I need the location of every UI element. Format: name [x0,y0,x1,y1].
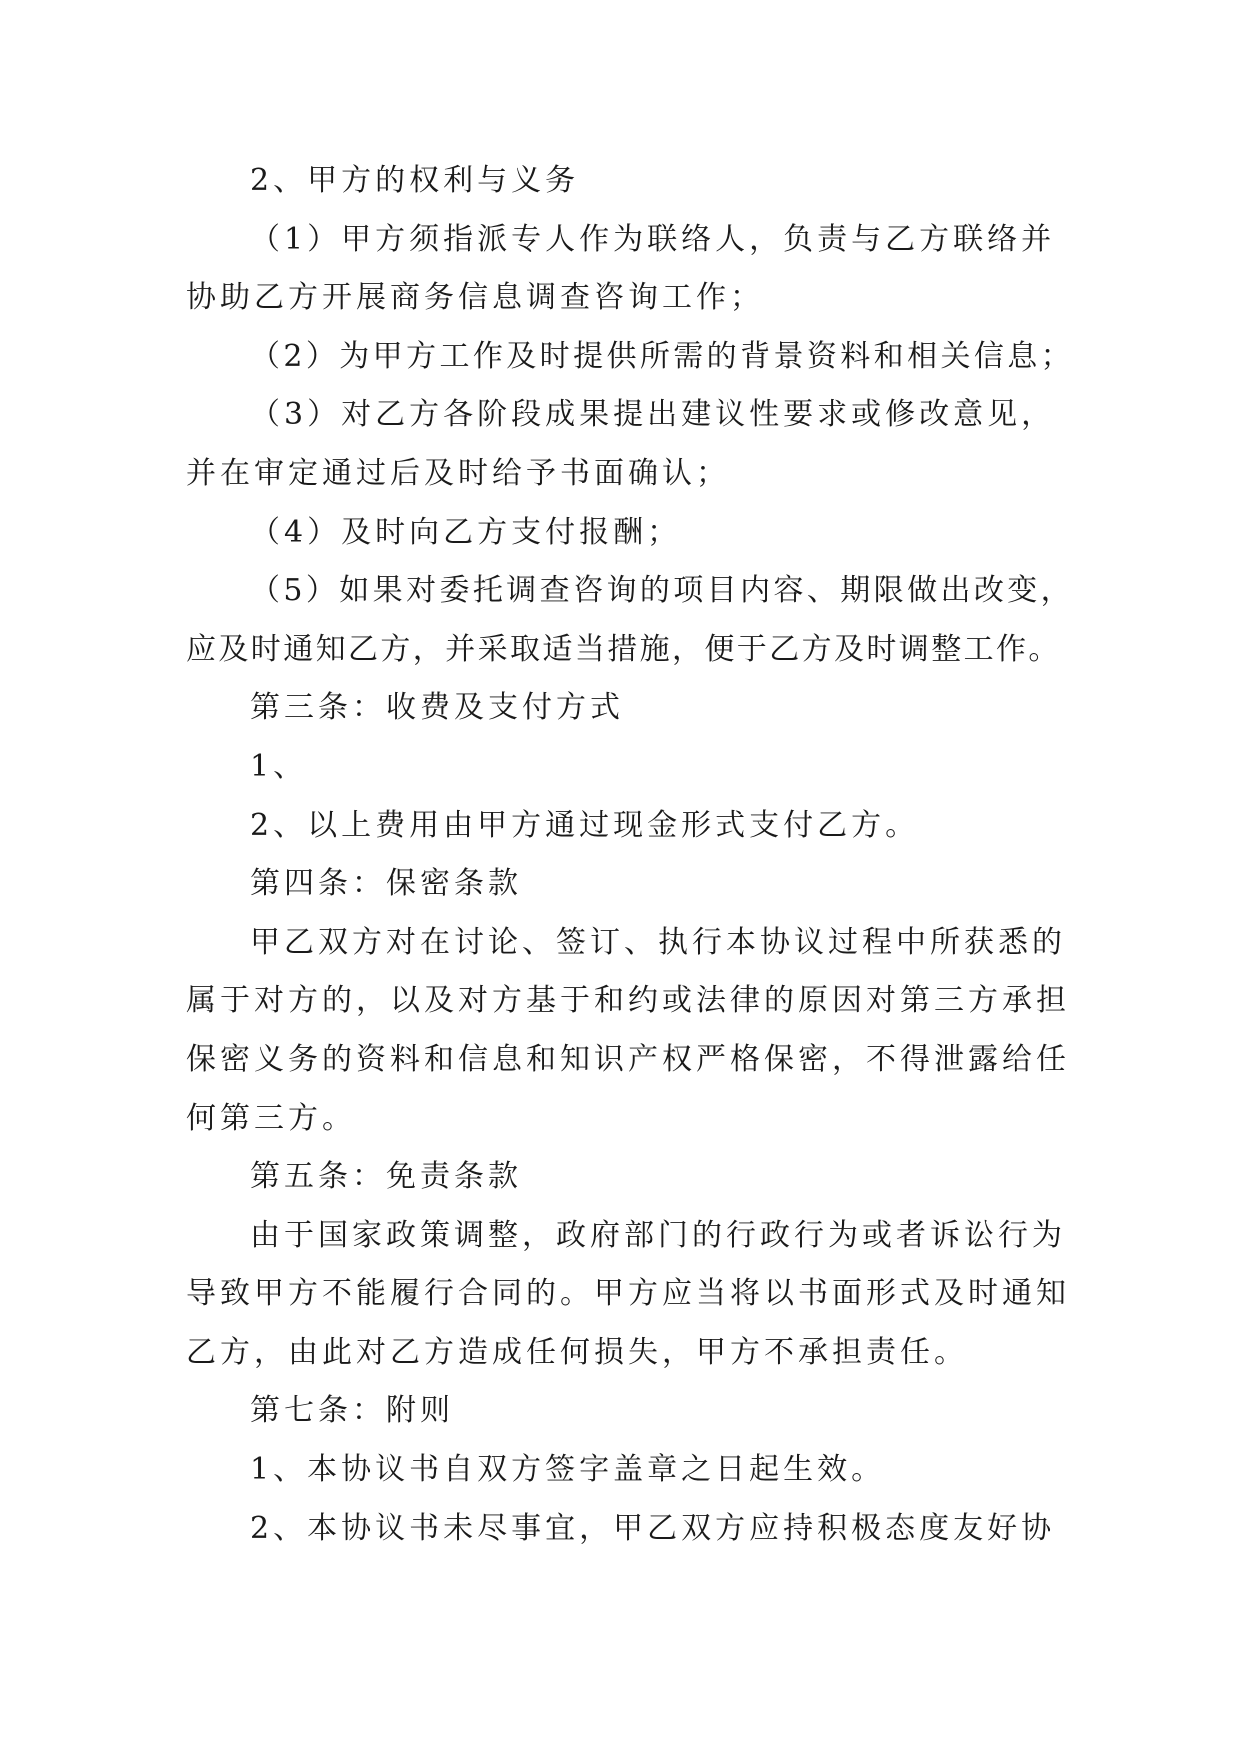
paragraph-line: 2、以上费用由甲方通过现金形式支付乙方。 [250,807,920,843]
paragraph-line: 乙方，由此对乙方造成任何损失，甲方不承担责任。 [186,1334,968,1370]
section-heading: 第七条：附则 [250,1393,454,1429]
paragraph-line: 并在审定通过后及时给予书面确认； [186,455,730,491]
paragraph-line: 由于国家政策调整，政府部门的行政行为或者诉讼行为 [250,1217,1066,1253]
paragraph-line: 保密义务的资料和信息和知识产权严格保密，不得泄露给任 [186,1041,1070,1077]
paragraph-line: 导致甲方不能履行合同的。甲方应当将以书面形式及时通知 [186,1276,1070,1312]
section-heading: 第四条：保密条款 [250,866,522,902]
paragraph-line: （3）对乙方各阶段成果提出建议性要求或修改意见， [250,397,1056,433]
paragraph-line: 应及时通知乙方，并采取适当措施，便于乙方及时调整工作。 [186,631,1061,667]
paragraph-line: 属于对方的，以及对方基于和约或法律的原因对第三方承担 [186,983,1070,1019]
paragraph-line: （4）及时向乙方支付报酬； [250,514,682,550]
paragraph-line: 甲乙双方对在讨论、签订、执行本协议过程中所获悉的 [250,924,1066,960]
paragraph-line: （2）为甲方工作及时提供所需的背景资料和相关信息； [250,338,1075,374]
paragraph-line: （5）如果对委托调查咨询的项目内容、期限做出改变， [250,573,1075,609]
paragraph-line: 2、本协议书未尽事宜，甲乙双方应持积极态度友好协 [250,1510,1056,1546]
paragraph-line: 协助乙方开展商务信息调查咨询工作； [186,280,764,316]
paragraph-line: （1）甲方须指派专人作为联络人，负责与乙方联络并 [250,221,1056,257]
paragraph-line: 何第三方。 [186,1100,356,1136]
paragraph-line: 1、 [250,748,308,784]
section-heading: 第五条：免责条款 [250,1159,522,1195]
document-body [186,152,1075,1558]
section-heading: 第三条：收费及支付方式 [250,690,624,726]
section-heading: 2、甲方的权利与义务 [250,163,580,198]
paragraph-line: 1、本协议书自双方签字盖章之日起生效。 [250,1452,886,1488]
